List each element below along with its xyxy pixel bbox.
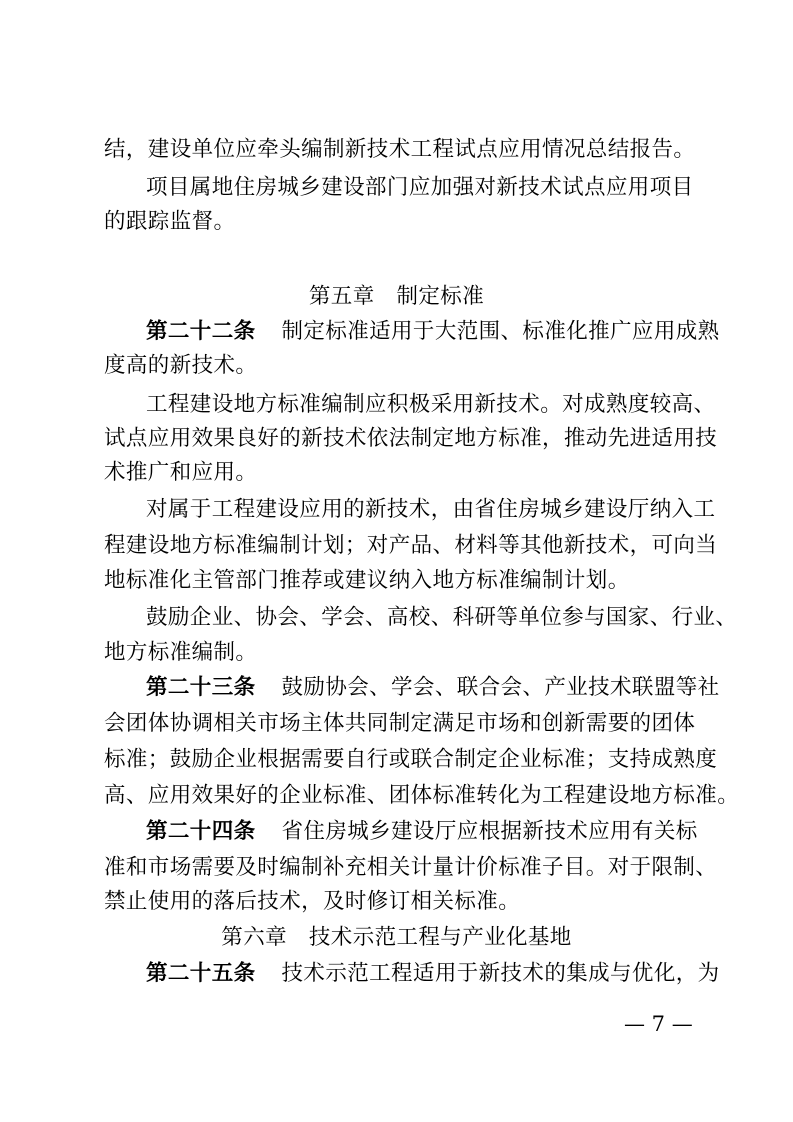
article-number: 第二十二条 <box>146 319 256 344</box>
text-line: 对属于工程建设应用的新技术，由省住房城乡建设厅纳入工 <box>146 497 716 522</box>
page-number: — 7 — <box>624 1012 693 1036</box>
text-line: 地方标准编制。 <box>104 640 258 665</box>
text-line: 试点应用效果良好的新技术依法制定地方标准，推动先进适用技 <box>104 426 718 451</box>
article-number: 第二十四条 <box>146 819 256 844</box>
text-line: 会团体协调相关市场主体共同制定满足市场和创新需要的团体 <box>104 711 696 736</box>
article-text: 省住房城乡建设厅应根据新技术应用有关标 <box>281 819 698 844</box>
text-line: 禁止使用的落后技术，及时修订相关标准。 <box>104 889 521 914</box>
article-line <box>146 816 698 848</box>
article-number: 第二十五条 <box>146 961 256 986</box>
article-line <box>146 316 720 348</box>
chapter-heading: 第五章 制定标准 <box>308 284 485 309</box>
text-line: 高、应用效果好的企业标准、团体标准转化为工程建设地方标准。 <box>104 783 740 808</box>
text-line: 程建设地方标准编制计划；对产品、材料等其他新技术，可向当 <box>104 533 718 558</box>
text-line: 术推广和应用。 <box>104 460 258 485</box>
text-line: 项目属地住房城乡建设部门应加强对新技术试点应用项目 <box>146 175 694 200</box>
text-line: 地标准化主管部门推荐或建议纳入地方标准编制计划。 <box>104 568 630 593</box>
chapter-heading: 第六章 技术示范工程与产业化基地 <box>221 925 572 950</box>
article-text: 鼓励协会、学会、联合会、产业技术联盟等社 <box>281 675 720 700</box>
text-line: 结，建设单位应牵头编制新技术工程试点应用情况总结报告。 <box>104 137 696 162</box>
text-line: 鼓励企业、协会、学会、高校、科研等单位参与国家、行业、 <box>146 605 738 630</box>
article-line <box>146 672 720 704</box>
text-line: 度高的新技术。 <box>104 353 258 378</box>
text-line: 标准；鼓励企业根据需要自行或联合制定企业标准；支持成熟度 <box>104 747 718 772</box>
text-line: 的跟踪监督。 <box>104 209 236 234</box>
article-text: 技术示范工程适用于新技术的集成与优化，为 <box>281 961 720 986</box>
article-line <box>146 958 720 990</box>
text-line: 准和市场需要及时编制补充相关计量计价标准子目。对于限制、 <box>104 855 718 880</box>
text-line: 工程建设地方标准编制应积极采用新技术。对成熟度较高、 <box>146 392 716 417</box>
article-number: 第二十三条 <box>146 675 256 700</box>
article-text: 制定标准适用于大范围、标准化推广应用成熟 <box>281 319 720 344</box>
